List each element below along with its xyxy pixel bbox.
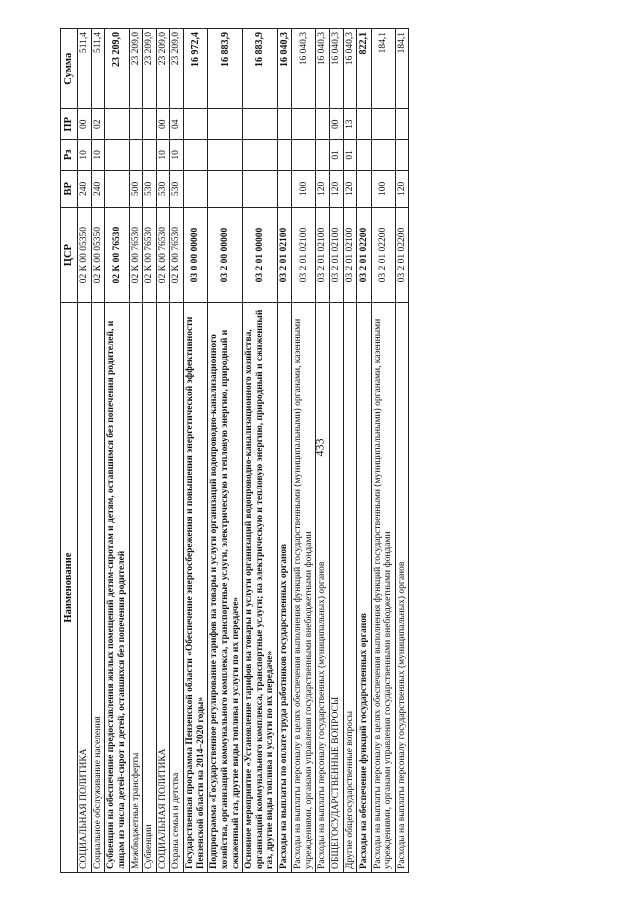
cell-csr: 03 2 00 00000 — [208, 208, 243, 303]
cell-sum: 23 209,0 — [129, 29, 143, 109]
cell-rz: 10 — [156, 140, 170, 171]
cell-sum: 23 209,0 — [156, 29, 170, 109]
page-number-text: 433 — [312, 438, 327, 457]
cell-name: Подпрограмма «Государственное регулирование тарифов на товары и услуги организаций водопроводно-канализационного хозяйства, организаций коммунального комплекса, транспортные услуги, электрическую и тепловую энергию, природный и сжиженный газ, другие виды топлива и услуги по их передаче» — [208, 303, 243, 873]
cell-csr: 03 2 01 02100 — [330, 208, 344, 303]
cell-rz — [129, 140, 143, 171]
cell-name: СОЦИАЛЬНАЯ ПОЛИТИКА — [78, 303, 92, 873]
table-row — [316, 29, 330, 873]
cell-csr: 03 2 01 02100 — [343, 208, 357, 303]
cell-rz — [105, 140, 129, 171]
cell-name: Другие общегосударственные вопросы — [343, 303, 357, 873]
cell-sum: 16 972,4 — [184, 29, 208, 109]
cell-sum: 16 040,3 — [278, 29, 292, 109]
cell-name: Основное мероприятие «Установление тарифов на товары и услуги организаций водопроводно-канализационного хозяйства, организаций коммунального комплекса, транспортные услуги; на электрическую и тепловую энергию, природный и сжиженный газ, другие виды топлива и услуги по их передаче» — [243, 303, 278, 873]
cell-rz — [357, 140, 371, 171]
cell-pr — [316, 109, 330, 140]
cell-name: Охрана семьи и детства — [170, 303, 184, 873]
cell-vr — [208, 170, 243, 207]
cell-rz — [371, 140, 395, 171]
header-vr: ВР — [61, 170, 78, 207]
cell-name: Расходы на выплаты персоналу государственных (муниципальных) органов — [395, 303, 409, 873]
cell-csr: 02 К 00 76530 — [143, 208, 157, 303]
cell-rz: 10 — [170, 140, 184, 171]
cell-vr — [243, 170, 278, 207]
header-rz: Рз — [61, 140, 78, 171]
cell-pr: 13 — [343, 109, 357, 140]
cell-name: Расходы на выплаты по оплате труда работников государственных органов — [278, 303, 292, 873]
cell-csr: 03 2 01 02100 — [292, 208, 316, 303]
cell-pr: 04 — [170, 109, 184, 140]
cell-sum: 23 209,0 — [170, 29, 184, 109]
cell-csr: 03 0 00 00000 — [184, 208, 208, 303]
cell-csr: 03 2 01 02100 — [316, 208, 330, 303]
cell-name: Социальное обслуживание населения — [91, 303, 105, 873]
cell-name: Расходы на выплаты персоналу в целях обеспечения выполнения функций государственными (муниципальными) органами, казенными учреждениями, органами управления государственными внебюджетными фондами — [292, 303, 316, 873]
table-row — [184, 29, 208, 873]
table-row — [371, 29, 395, 873]
cell-rz — [292, 140, 316, 171]
cell-pr — [395, 109, 409, 140]
cell-pr — [278, 109, 292, 140]
cell-sum: 23 209,0 — [105, 29, 129, 109]
cell-csr: 02 К 00 76530 — [170, 208, 184, 303]
table-row — [243, 29, 278, 873]
header-sum: Сумма — [61, 29, 78, 109]
cell-pr — [105, 109, 129, 140]
cell-sum: 16 883,9 — [208, 29, 243, 109]
cell-pr — [371, 109, 395, 140]
cell-vr: 500 — [129, 170, 143, 207]
cell-csr: 03 2 01 02200 — [371, 208, 395, 303]
cell-name: Субвенции — [143, 303, 157, 873]
cell-pr — [292, 109, 316, 140]
table-row — [278, 29, 292, 873]
cell-sum: 16 040,3 — [316, 29, 330, 109]
table-row — [330, 29, 344, 873]
cell-vr: 530 — [156, 170, 170, 207]
cell-name: Государственная программа Пензенской области «Обеспечение энергосбережения и повышения энергетической эффективности Пензенской области на 2014–2020 годы» — [184, 303, 208, 873]
cell-pr: 00 — [156, 109, 170, 140]
cell-pr — [184, 109, 208, 140]
header-csr: ЦСР — [61, 208, 78, 303]
cell-pr — [243, 109, 278, 140]
table-body — [78, 29, 409, 873]
table-row — [357, 29, 371, 873]
cell-vr: 120 — [316, 170, 330, 207]
cell-csr: 02 К 00 05350 — [91, 208, 105, 303]
cell-vr: 120 — [343, 170, 357, 207]
cell-vr — [184, 170, 208, 207]
cell-vr — [357, 170, 371, 207]
cell-csr: 02 К 00 05350 — [78, 208, 92, 303]
cell-name: Расходы на выплаты персоналу в целях обеспечения выполнения функций государственными (муниципальными) органами, казенными учреждениями, органами управления государственными внебюджетными фондами — [371, 303, 395, 873]
table-row — [156, 29, 170, 873]
cell-name: ОБЩЕГОСУДАРСТВЕННЫЕ ВОПРОСЫ — [330, 303, 344, 873]
cell-name: Расходы на выплаты персоналу государственных (муниципальных) органов — [316, 303, 330, 873]
cell-pr: 02 — [91, 109, 105, 140]
cell-csr: 03 2 01 00000 — [243, 208, 278, 303]
table-row — [143, 29, 157, 873]
cell-pr — [208, 109, 243, 140]
cell-vr: 240 — [91, 170, 105, 207]
cell-pr — [129, 109, 143, 140]
cell-rz: 01 — [330, 140, 344, 171]
cell-vr: 120 — [330, 170, 344, 207]
cell-sum: 23 209,0 — [143, 29, 157, 109]
table-row — [170, 29, 184, 873]
table-row — [292, 29, 316, 873]
table-row — [78, 29, 92, 873]
cell-rz: 10 — [91, 140, 105, 171]
cell-rz — [208, 140, 243, 171]
table-row — [208, 29, 243, 873]
cell-rz: 01 — [343, 140, 357, 171]
cell-rz — [243, 140, 278, 171]
cell-vr: 530 — [170, 170, 184, 207]
cell-name: Субвенции на обеспечение предоставления жилых помещений детям-сиротам и детям, оставшимся без попечения родителей, и лицам из числа детей-сирот и детей, оставшихся без попечения родителей — [105, 303, 129, 873]
cell-rz — [143, 140, 157, 171]
table-row — [129, 29, 143, 873]
cell-rz — [395, 140, 409, 171]
cell-sum: 16 040,3 — [330, 29, 344, 109]
budget-table — [60, 28, 409, 873]
cell-name: Межбюджетные трансферты — [129, 303, 143, 873]
table-row — [395, 29, 409, 873]
cell-sum: 184,1 — [371, 29, 395, 109]
cell-vr: 240 — [78, 170, 92, 207]
cell-name: СОЦИАЛЬНАЯ ПОЛИТИКА — [156, 303, 170, 873]
cell-vr — [278, 170, 292, 207]
cell-pr: 00 — [330, 109, 344, 140]
cell-sum: 16 040,3 — [343, 29, 357, 109]
cell-sum: 511,4 — [91, 29, 105, 109]
cell-vr: 100 — [371, 170, 395, 207]
table-row — [105, 29, 129, 873]
cell-sum: 184,1 — [395, 29, 409, 109]
header-pr: ПР — [61, 109, 78, 140]
cell-vr: 100 — [292, 170, 316, 207]
cell-vr: 120 — [395, 170, 409, 207]
cell-sum: 511,4 — [78, 29, 92, 109]
cell-vr — [105, 170, 129, 207]
cell-vr: 530 — [143, 170, 157, 207]
cell-rz: 10 — [78, 140, 92, 171]
table-header-row — [61, 29, 78, 873]
cell-pr — [143, 109, 157, 140]
cell-csr: 03 2 01 02200 — [357, 208, 371, 303]
cell-csr: 03 2 01 02200 — [395, 208, 409, 303]
cell-name: Расходы на обеспечение функций государственных органов — [357, 303, 371, 873]
table-row — [91, 29, 105, 873]
cell-sum: 822,1 — [357, 29, 371, 109]
cell-rz — [184, 140, 208, 171]
cell-csr: 02 К 00 76530 — [105, 208, 129, 303]
budget-table-container — [60, 28, 565, 873]
cell-csr: 02 К 00 76530 — [156, 208, 170, 303]
cell-rz — [316, 140, 330, 171]
cell-sum: 16 040,3 — [292, 29, 316, 109]
cell-pr — [357, 109, 371, 140]
cell-csr: 02 К 00 76530 — [129, 208, 143, 303]
table-row — [343, 29, 357, 873]
cell-csr: 03 2 01 02100 — [278, 208, 292, 303]
cell-sum: 16 883,9 — [243, 29, 278, 109]
header-name: Наименование — [61, 303, 78, 873]
cell-pr: 00 — [78, 109, 92, 140]
cell-rz — [278, 140, 292, 171]
